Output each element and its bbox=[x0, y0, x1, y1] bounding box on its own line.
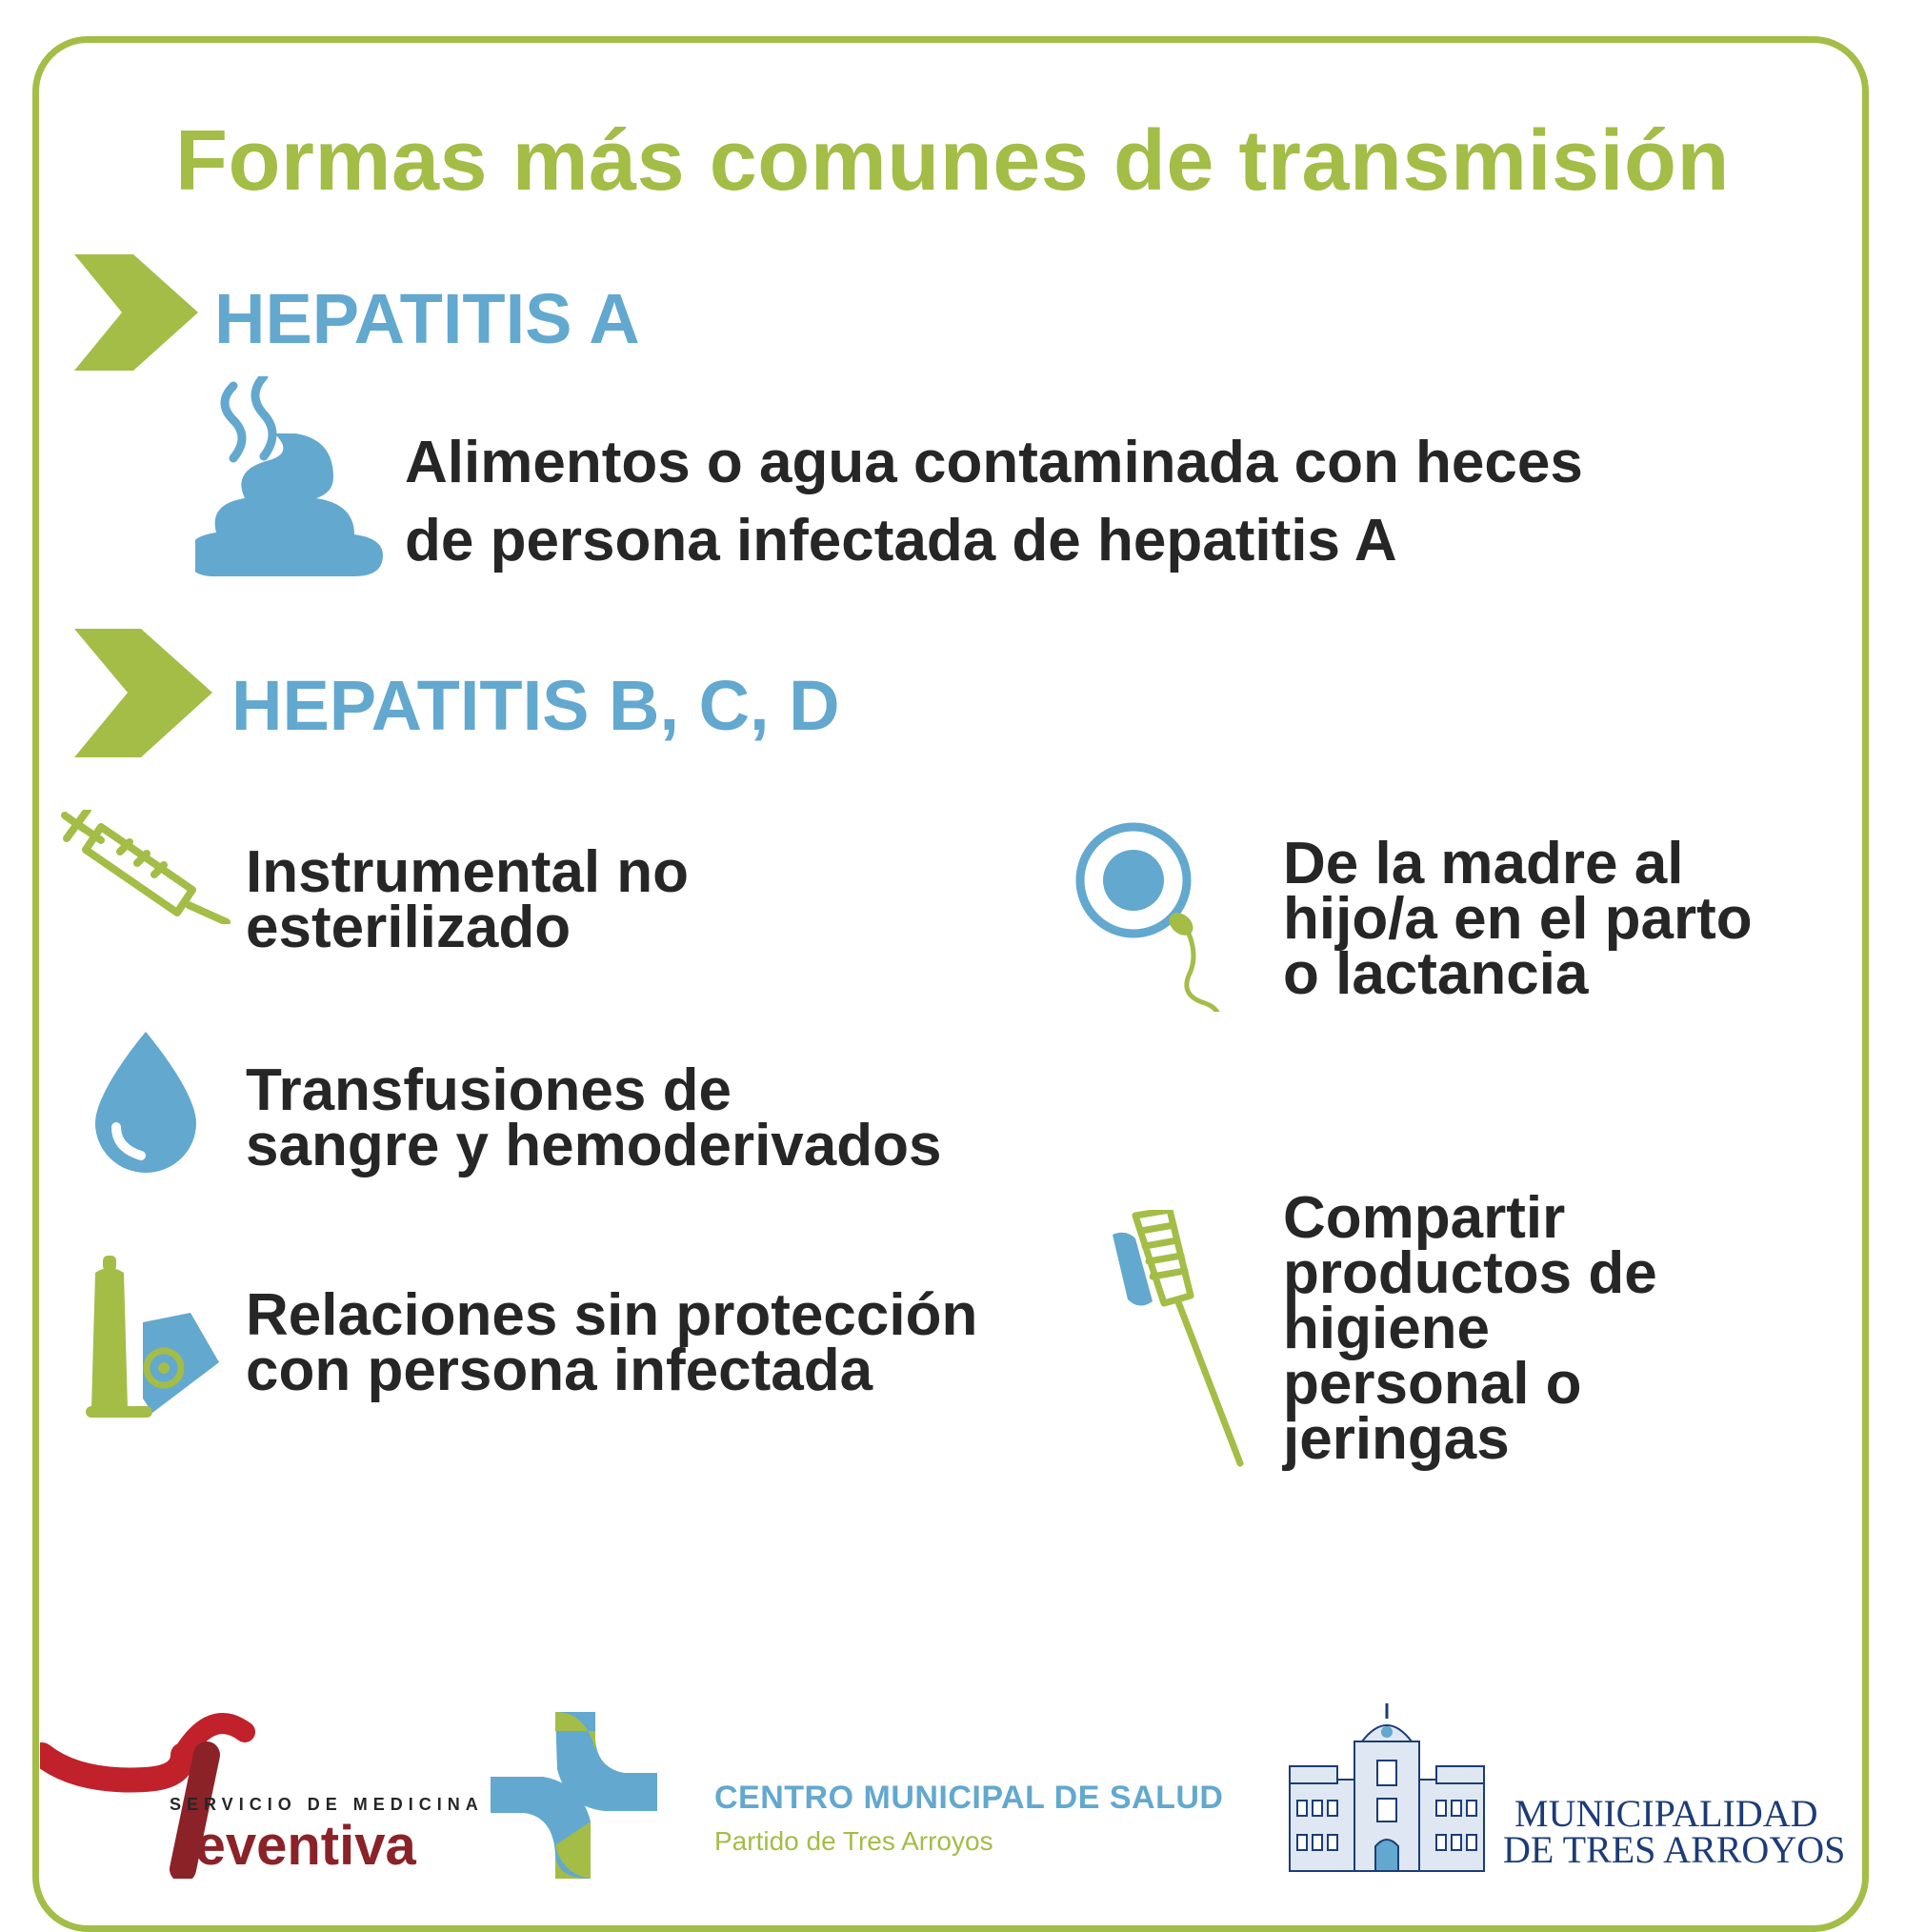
centro-title-text: CENTRO MUNICIPAL DE SALUD bbox=[714, 1780, 1224, 1816]
preventiva-small-text: SERVICIO DE MEDICINA bbox=[170, 1795, 484, 1814]
description-line: Alimentos o agua contaminada con heces bbox=[405, 430, 1583, 495]
health-cross-logo bbox=[491, 1712, 657, 1879]
item-text-compartir: Compartir productos de higiene personal o jeringas bbox=[1283, 1185, 1657, 1472]
item-text-instrumental: Instrumental no esterilizado bbox=[246, 839, 690, 960]
chevron-right-icon bbox=[74, 254, 198, 371]
centro-subtitle-text: Partido de Tres Arroyos bbox=[714, 1826, 993, 1856]
condom-icon bbox=[86, 1256, 219, 1422]
municipalidad-line1: MUNICIPALIDAD bbox=[1514, 1792, 1818, 1835]
preventiva-main-text: reventiva bbox=[173, 1815, 416, 1877]
blood-drop-icon bbox=[95, 1032, 196, 1173]
item-text-relaciones: Relaciones sin protección con persona infectada bbox=[246, 1282, 978, 1403]
toothbrush-icon bbox=[1107, 1210, 1259, 1467]
page-title: Formas más comunes de transmisión bbox=[174, 113, 1731, 209]
hepatitis-a-description bbox=[405, 424, 1815, 580]
item-text-transfusiones: Transfusiones de sangre y hemoderivados bbox=[246, 1057, 942, 1178]
section-heading: HEPATITIS A bbox=[214, 279, 640, 358]
sperm-egg-icon bbox=[1074, 821, 1255, 1012]
chevron-right-icon bbox=[74, 629, 212, 757]
municipal-building-icon bbox=[1286, 1703, 1488, 1873]
municipalidad-line2: DE TRES ARROYOS bbox=[1503, 1828, 1846, 1871]
feces-icon bbox=[195, 376, 386, 576]
item-text-madre: De la madre al hijo/a en el parto o lactancia bbox=[1283, 831, 1753, 1007]
description-line: de persona infectada de hepatitis A bbox=[405, 508, 1397, 574]
section-heading: HEPATITIS B, C, D bbox=[231, 666, 840, 745]
syringe-icon bbox=[59, 810, 231, 924]
